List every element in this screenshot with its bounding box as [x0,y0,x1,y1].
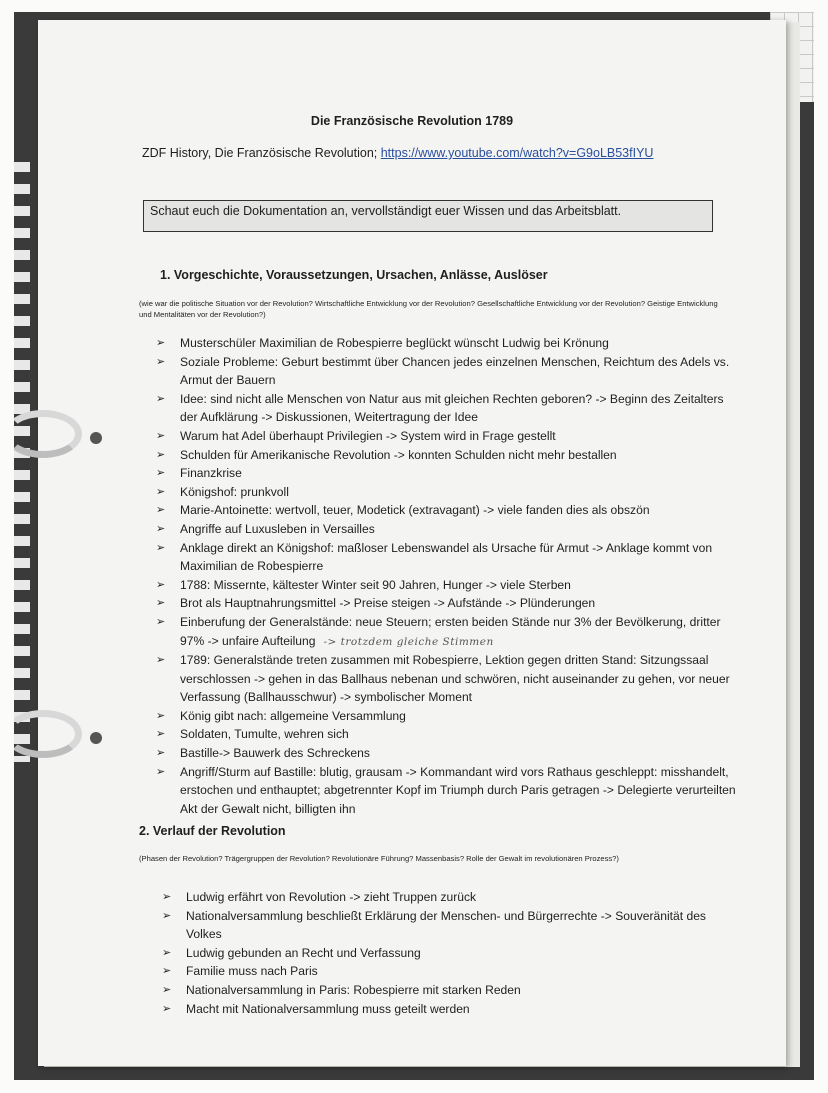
arrow-bullet-icon: ➢ [156,541,166,554]
arrow-bullet-icon: ➢ [156,578,166,591]
bullet-item [156,334,736,353]
bullet-text: Ludwig erfährt von Revolution -> zieht Truppen zurück [186,890,477,904]
bullet-item [156,594,736,613]
bullet-item [156,576,736,595]
section-1-heading: 1. Vorgeschichte, Voraussetzungen, Ursachen, Anlässe, Auslöser [160,268,548,282]
bullet-item [156,353,736,390]
bullet-text: Ludwig gebunden an Recht und Verfassung [186,945,421,960]
arrow-bullet-icon: ➢ [156,709,166,722]
bullet-text: Marie-Antoinette: wertvoll, teuer, Modetick (extravagant) -> viele fanden dies als obszön [180,503,650,518]
bullet-text: Anklage direkt an Königshof: maßloser Lebenswandel als Ursache für Armut -> Anklage kommt von Maximilian de Robespierre [180,540,713,574]
bullet-item [156,707,736,726]
bullet-text: Angriff/Sturm auf Bastille: blutig, grausam -> Kommandant wird vors Rathaus geschleppt: misshandelt, erstochen und enthauptet; abgetrennter Kopf im Triumph durch Paris getragen -> Delegierte verurteilten Akt der Gewalt nicht, billigten ihn [180,764,736,816]
bullet-text: 1789: Generalstände treten zusammen mit Robespierre, Lektion gegen dritten Stand: Sitzungssaal verschlossen -> gehen in das Ballhaus nebenan und schwören, nicht auseinander zu gehen, vor neuer Verfassung (Ballhausschwur) -> symbolischer Moment [180,653,730,705]
bullet-item [156,446,736,465]
bullet-text: Nationalversammlung in Paris: Robespierre mit starken Reden [186,982,521,997]
bullet-text: Macht mit Nationalversammlung muss geteilt werden [186,1001,470,1016]
worksheet-page [38,20,786,1066]
bullet-item [156,427,736,446]
bullet-item [156,725,736,744]
arrow-bullet-icon: ➢ [162,983,172,996]
binder-ring [14,710,82,758]
bullet-text: Warum hat Adel überhaupt Privilegien -> System wird in Frage gestellt [180,428,556,443]
bullet-text: König gibt nach: allgemeine Versammlung [180,708,406,723]
section-1-guiding-questions: (wie war die politische Situation vor der Revolution? Wirtschaftliche Entwicklung vor der Revolution? Gesellschaftliche Entwicklung vor der Revolution? Geistige Entwicklung und Mentalitäten vor der Revolution?) [139,299,718,319]
bullet-text: Musterschüler Maximilian de Robespierre beglückt wünscht Ludwig bei Krönung [180,336,609,350]
bullet-item [156,501,736,520]
bullet-item [162,944,732,963]
section-1-list [156,334,736,818]
arrow-bullet-icon: ➢ [156,765,166,778]
bullet-text: Schulden für Amerikanische Revolution -> konnten Schulden nicht mehr bestallen [180,447,617,462]
bullet-item [156,763,736,819]
arrow-bullet-icon: ➢ [162,891,172,903]
bullet-text: Idee: sind nicht alle Menschen von Natur aus mit gleichen Rechten geboren? -> Beginn des Zeitalters der Aufklärung -> Diskussionen, Weitertragung der Idee [180,391,724,425]
source-prefix: ZDF History, Die Französische Revolution; [142,146,381,160]
bullet-item [156,464,736,483]
punch-hole [90,732,102,744]
bullet-item [156,483,736,502]
bullet-text: Soldaten, Tumulte, wehren sich [180,727,349,742]
bullet-text: Soziale Probleme: Geburt bestimmt über Chancen jedes einzelnen Menschen, Reichtum des Adels vs. Armut der Bauern [180,354,730,388]
bullet-text: Königshof: prunkvoll [180,484,289,499]
binder-ring [14,410,82,458]
arrow-bullet-icon: ➢ [156,597,166,610]
section-2-list [162,888,732,1018]
arrow-bullet-icon: ➢ [156,728,166,741]
bullet-item [162,907,732,944]
arrow-bullet-icon: ➢ [156,448,166,461]
bullet-text: Nationalversammlung beschließt Erklärung der Menschen- und Bürgerrechte -> Souveränität des Volkes [186,908,706,942]
handwritten-note: -> trotzdem gleiche Stimmen [323,635,494,648]
bullet-text: Einberufung der Generalstände: neue Steuern; ersten beiden Stände nur 3% der Bevölkerung, dritter 97% -> unfaire Aufteilung [180,614,721,648]
source-link[interactable]: https://www.youtube.com/watch?v=G9oLB53fIYU [380,146,654,160]
arrow-bullet-icon: ➢ [156,522,166,535]
arrow-bullet-icon: ➢ [156,392,166,405]
bullet-item [162,981,732,1000]
bullet-text: 1788: Missernte, kältester Winter seit 90 Jahren, Hunger -> viele Sterben [180,577,571,592]
bullet-item [162,1000,732,1019]
arrow-bullet-icon: ➢ [162,909,172,922]
section-2-guiding-questions: (Phasen der Revolution? Trägergruppen der Revolution? Revolutionäre Führung? Massenbasis? Rolle der Gewalt im revolutionären Prozess?) [139,854,619,863]
bullet-text: Brot als Hauptnahrungsmittel -> Preise steigen -> Aufstände -> Plünderungen [180,596,596,611]
arrow-bullet-icon: ➢ [156,467,166,480]
bullet-item [156,520,736,539]
arrow-bullet-icon: ➢ [156,355,166,368]
arrow-bullet-icon: ➢ [156,485,166,498]
arrow-bullet-icon: ➢ [156,747,166,760]
bullet-item [156,390,736,427]
bullet-text: Bastille-> Bauwerk des Schreckens [180,746,370,761]
instruction-box: Schaut euch die Dokumentation an, vervollständigt euer Wissen und das Arbeitsblatt. [143,200,713,232]
arrow-bullet-icon: ➢ [162,946,172,959]
bullet-item [156,539,736,576]
bullet-item [156,744,736,763]
arrow-bullet-icon: ➢ [156,337,166,349]
bullet-item [156,651,736,707]
page-title: Die Französische Revolution 1789 [310,114,514,128]
arrow-bullet-icon: ➢ [156,654,166,667]
source-line [142,146,653,160]
section-2-heading: 2. Verlauf der Revolution [139,824,286,838]
arrow-bullet-icon: ➢ [156,504,166,517]
bullet-text: Finanzkrise [180,466,242,481]
bullet-item [162,962,732,981]
bullet-text: Familie muss nach Paris [186,964,318,979]
arrow-bullet-icon: ➢ [162,965,172,978]
arrow-bullet-icon: ➢ [162,1002,172,1015]
arrow-bullet-icon: ➢ [156,615,166,628]
photo-frame [14,12,814,1080]
bullet-item [162,888,732,907]
bullet-item [156,613,736,651]
bullet-text: Angriffe auf Luxusleben in Versailles [180,521,375,536]
punch-hole [90,432,102,444]
arrow-bullet-icon: ➢ [156,429,166,442]
binder-edge [14,162,30,762]
